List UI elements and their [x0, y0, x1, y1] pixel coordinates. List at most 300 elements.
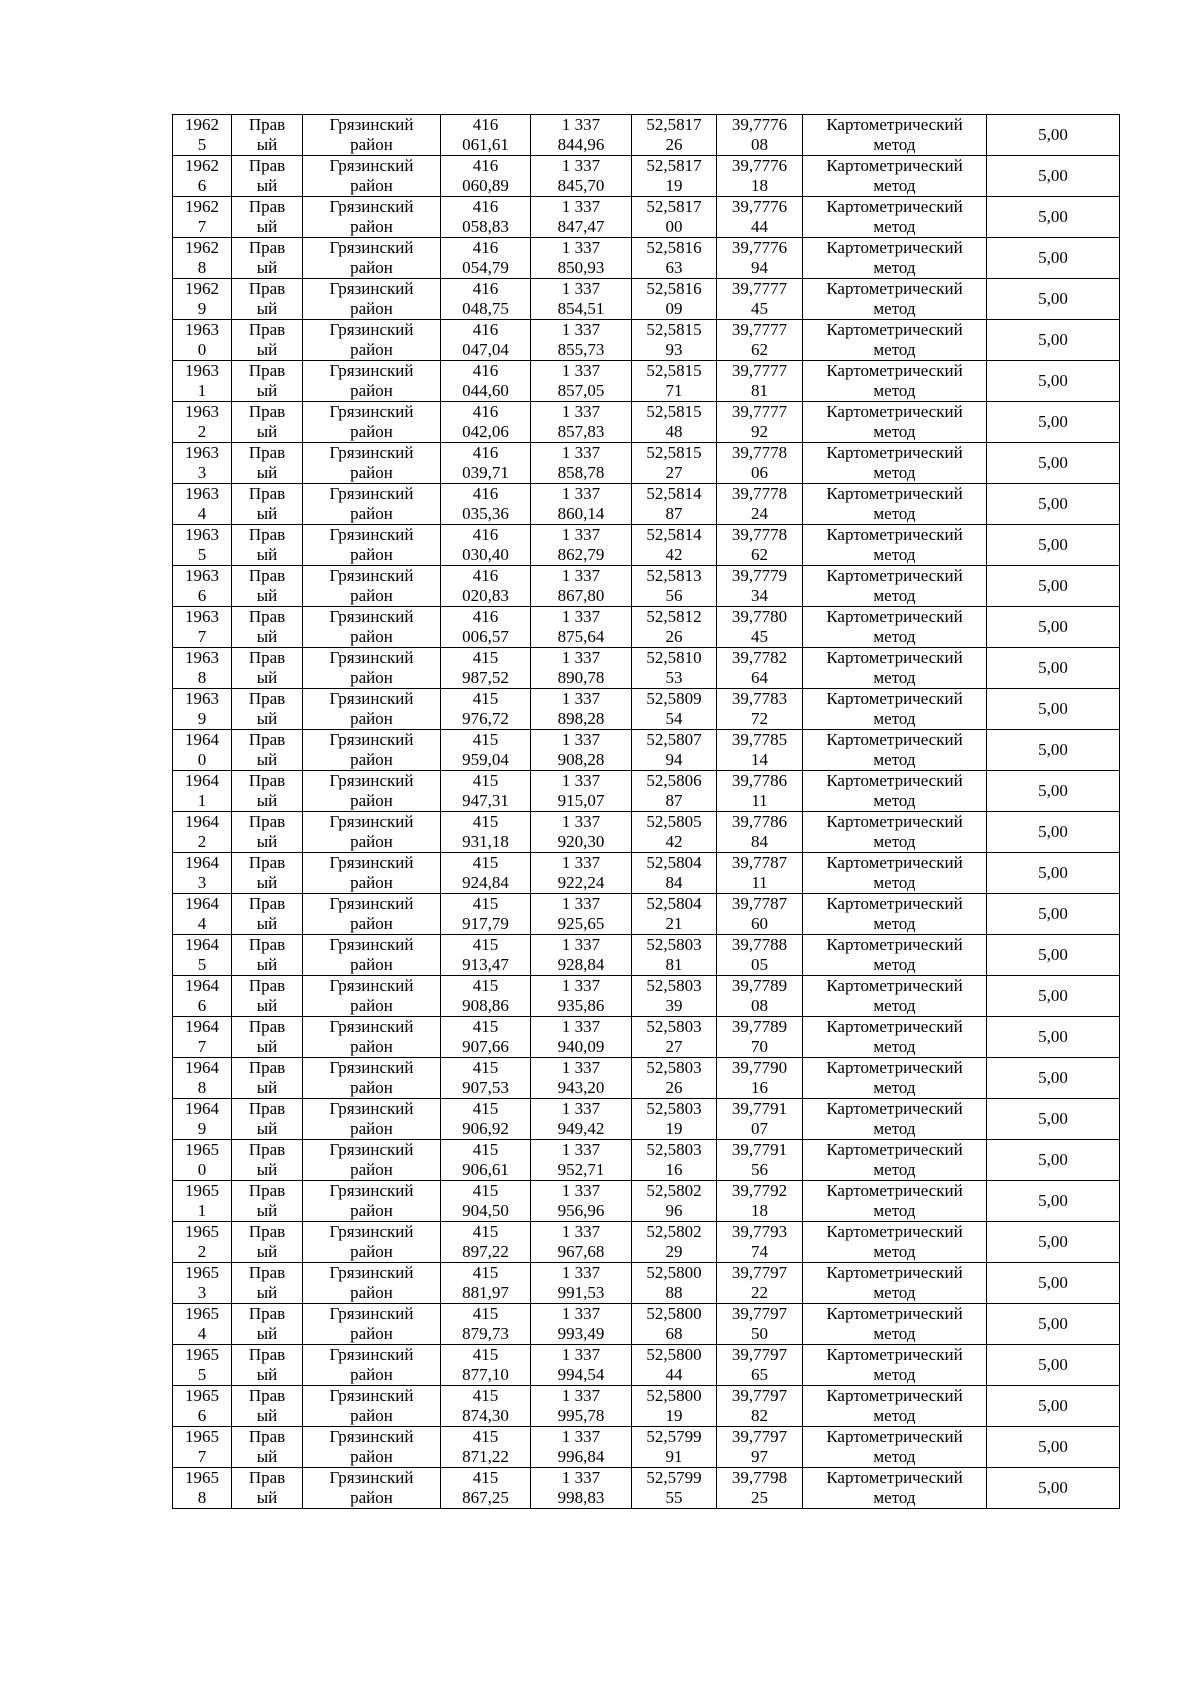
coordinate-y-cell-line: 1 337 [561, 730, 601, 749]
bank-side-cell-line: ый [256, 340, 278, 359]
method-cell [803, 443, 987, 484]
method-cell [803, 525, 987, 566]
coordinate-x-cell [441, 402, 531, 443]
coordinate-x-cell-line: 006,57 [462, 627, 509, 646]
method-cell-line: Картометрический [826, 1345, 963, 1364]
latitude-cell [632, 443, 717, 484]
coordinate-x-cell-line: 877,10 [462, 1365, 509, 1384]
longitude-cell-line: 45 [751, 299, 768, 318]
longitude-cell-line: 39,7797 [731, 1427, 788, 1446]
accuracy-cell: 5,00 [987, 115, 1120, 156]
point-number-cell [173, 1099, 232, 1140]
district-cell-line: Грязинский [329, 1222, 414, 1241]
bank-side-cell-line: Прав [248, 484, 286, 503]
longitude-cell [717, 1386, 803, 1427]
bank-side-cell-line: Прав [248, 1058, 286, 1077]
coordinate-y-cell-line: 991,53 [557, 1283, 605, 1302]
coordinate-y-cell [531, 484, 632, 525]
method-cell-line: Картометрический [826, 689, 963, 708]
table-row [173, 402, 1120, 443]
table-row [173, 1140, 1120, 1181]
longitude-cell [717, 1222, 803, 1263]
district-cell-line: район [350, 627, 393, 646]
district-cell [303, 935, 441, 976]
longitude-cell-line: 39,7776 [731, 197, 788, 216]
coordinate-x-cell-line: 874,30 [462, 1406, 509, 1425]
method-cell [803, 484, 987, 525]
bank-side-cell-line: ый [256, 709, 278, 728]
method-cell-line: метод [873, 545, 916, 564]
district-cell-line: Грязинский [329, 320, 414, 339]
coordinate-y-cell [531, 1468, 632, 1509]
latitude-cell-line: 87 [665, 504, 683, 523]
coordinate-y-cell-line: 857,83 [557, 422, 605, 441]
coordinate-y-cell-line: 858,78 [557, 463, 605, 482]
table-row [173, 812, 1120, 853]
point-number-cell [173, 1222, 232, 1263]
point-number-cell-line: 1 [197, 1201, 207, 1220]
longitude-cell-line: 39,7777 [731, 320, 788, 339]
bank-side-cell-line: Прав [248, 156, 286, 175]
bank-side-cell-line: ый [256, 996, 278, 1015]
longitude-cell-line: 11 [751, 791, 768, 810]
point-number-cell [173, 648, 232, 689]
coordinate-x-cell-line: 416 [472, 320, 499, 339]
district-cell [303, 689, 441, 730]
coordinate-x-cell-line: 415 [472, 1140, 499, 1159]
bank-side-cell-line: Прав [248, 1263, 286, 1282]
bank-side-cell [232, 484, 303, 525]
latitude-cell [632, 525, 717, 566]
district-cell-line: Грязинский [329, 1058, 414, 1077]
district-cell [303, 976, 441, 1017]
coordinate-x-cell [441, 566, 531, 607]
coordinate-y-cell [531, 1140, 632, 1181]
point-number-cell [173, 1468, 232, 1509]
latitude-cell [632, 566, 717, 607]
coordinate-y-cell-line: 1 337 [561, 1304, 601, 1323]
method-cell-line: метод [873, 340, 916, 359]
coordinate-x-cell [441, 361, 531, 402]
coordinate-x-cell [441, 1140, 531, 1181]
latitude-cell-line: 84 [665, 873, 683, 892]
bank-side-cell-line: ый [256, 1488, 278, 1507]
method-cell [803, 853, 987, 894]
coordinate-y-cell-line: 1 337 [561, 1222, 601, 1241]
method-cell-line: метод [873, 627, 916, 646]
coordinate-x-cell-line: 030,40 [462, 545, 509, 564]
method-cell [803, 1427, 987, 1468]
latitude-cell-line: 81 [665, 955, 683, 974]
point-number-cell [173, 1181, 232, 1222]
point-number-cell-line: 7 [197, 217, 207, 236]
coordinate-y-cell [531, 607, 632, 648]
point-number-cell [173, 771, 232, 812]
longitude-cell-line: 11 [751, 873, 768, 892]
bank-side-cell-line: Прав [248, 730, 286, 749]
point-number-cell-line: 1964 [185, 771, 219, 790]
method-cell [803, 1017, 987, 1058]
point-number-cell-line: 1962 [185, 115, 219, 134]
coordinate-y-cell-line: 862,79 [557, 545, 605, 564]
table-row [173, 1468, 1120, 1509]
latitude-cell-line: 68 [665, 1324, 683, 1343]
longitude-cell-line: 39,7797 [731, 1304, 788, 1323]
bank-side-cell-line: ый [256, 832, 278, 851]
coordinate-y-cell-line: 908,28 [557, 750, 605, 769]
point-number-cell-line: 6 [197, 1406, 207, 1425]
bank-side-cell-line: Прав [248, 361, 286, 380]
longitude-cell [717, 1017, 803, 1058]
bank-side-cell [232, 771, 303, 812]
bank-side-cell-line: Прав [248, 1099, 286, 1118]
district-cell-line: район [350, 381, 393, 400]
method-cell-line: Картометрический [826, 1222, 963, 1241]
coordinate-x-cell-line: 415 [472, 1304, 499, 1323]
method-cell-line: метод [873, 1160, 916, 1179]
point-number-cell-line: 8 [197, 668, 207, 687]
latitude-cell [632, 853, 717, 894]
longitude-cell [717, 935, 803, 976]
method-cell-line: Картометрический [826, 648, 963, 667]
coordinate-x-cell-line: 416 [472, 525, 499, 544]
method-cell [803, 1181, 987, 1222]
coordinate-x-cell [441, 197, 531, 238]
method-cell [803, 1263, 987, 1304]
coordinate-x-cell [441, 812, 531, 853]
longitude-cell [717, 1263, 803, 1304]
method-cell [803, 238, 987, 279]
point-number-cell [173, 1263, 232, 1304]
bank-side-cell-line: Прав [248, 935, 286, 954]
method-cell-line: метод [873, 996, 916, 1015]
method-cell-line: метод [873, 463, 916, 482]
latitude-cell-line: 19 [665, 1406, 683, 1425]
coordinate-y-cell-line: 915,07 [557, 791, 605, 810]
accuracy-cell: 5,00 [987, 1222, 1120, 1263]
method-cell-line: Картометрический [826, 1386, 963, 1405]
point-number-cell [173, 1017, 232, 1058]
district-cell-line: район [350, 217, 393, 236]
table-row [173, 607, 1120, 648]
method-cell-line: Картометрический [826, 238, 963, 257]
district-cell [303, 894, 441, 935]
longitude-cell [717, 812, 803, 853]
longitude-cell [717, 730, 803, 771]
point-number-cell-line: 6 [197, 176, 207, 195]
accuracy-cell: 5,00 [987, 1345, 1120, 1386]
district-cell-line: Грязинский [329, 648, 414, 667]
bank-side-cell-line: ый [256, 1160, 278, 1179]
method-cell-line: метод [873, 504, 916, 523]
longitude-cell-line: 82 [751, 1406, 768, 1425]
bank-side-cell [232, 689, 303, 730]
district-cell [303, 320, 441, 361]
district-cell-line: Грязинский [329, 443, 414, 462]
coordinate-y-cell-line: 875,64 [557, 627, 605, 646]
coordinate-y-cell-line: 922,24 [557, 873, 605, 892]
point-number-cell-line: 3 [197, 463, 207, 482]
district-cell-line: район [350, 1447, 393, 1466]
coordinate-y-cell-line: 928,84 [557, 955, 605, 974]
bank-side-cell [232, 320, 303, 361]
point-number-cell-line: 4 [197, 504, 207, 523]
accuracy-cell: 5,00 [987, 156, 1120, 197]
method-cell [803, 812, 987, 853]
point-number-cell-line: 6 [197, 996, 207, 1015]
bank-side-cell-line: Прав [248, 1345, 286, 1364]
district-cell [303, 1140, 441, 1181]
longitude-cell-line: 39,7780 [731, 607, 788, 626]
bank-side-cell [232, 1181, 303, 1222]
longitude-cell-line: 39,7797 [731, 1345, 788, 1364]
coordinate-y-cell [531, 648, 632, 689]
district-cell-line: Грязинский [329, 1263, 414, 1282]
latitude-cell [632, 1058, 717, 1099]
latitude-cell-line: 52,5799 [646, 1427, 702, 1446]
coordinate-y-cell-line: 1 337 [561, 1345, 601, 1364]
latitude-cell-line: 52,5799 [646, 1468, 702, 1487]
latitude-cell [632, 1099, 717, 1140]
point-number-cell-line: 0 [197, 750, 207, 769]
coordinate-x-cell-line: 906,92 [462, 1119, 509, 1138]
district-cell [303, 566, 441, 607]
latitude-cell [632, 894, 717, 935]
accuracy-cell: 5,00 [987, 197, 1120, 238]
point-number-cell-line: 1964 [185, 730, 219, 749]
method-cell [803, 1386, 987, 1427]
latitude-cell-line: 52,5815 [646, 402, 702, 421]
point-number-cell-line: 2 [197, 422, 207, 441]
method-cell [803, 361, 987, 402]
latitude-cell [632, 1017, 717, 1058]
method-cell-line: Картометрический [826, 1263, 963, 1282]
longitude-cell-line: 39,7776 [731, 115, 788, 134]
method-cell-line: Картометрический [826, 1099, 963, 1118]
coordinate-x-cell-line: 897,22 [462, 1242, 509, 1261]
district-cell-line: Грязинский [329, 1017, 414, 1036]
longitude-cell-line: 39,7791 [731, 1099, 788, 1118]
coordinate-y-cell [531, 361, 632, 402]
bank-side-cell-line: Прав [248, 771, 286, 790]
longitude-cell-line: 24 [751, 504, 768, 523]
longitude-cell [717, 1099, 803, 1140]
coordinate-x-cell-line: 976,72 [462, 709, 509, 728]
method-cell [803, 1099, 987, 1140]
district-cell-line: район [350, 750, 393, 769]
point-number-cell-line: 1962 [185, 238, 219, 257]
table-row [173, 238, 1120, 279]
coordinate-x-cell-line: 415 [472, 976, 499, 995]
coordinate-y-cell-line: 1 337 [561, 197, 601, 216]
point-number-cell [173, 730, 232, 771]
coordinate-x-cell [441, 1099, 531, 1140]
longitude-cell-line: 39,7786 [731, 812, 788, 831]
district-cell-line: район [350, 709, 393, 728]
district-cell-line: район [350, 996, 393, 1015]
latitude-cell-line: 19 [665, 176, 683, 195]
longitude-cell [717, 976, 803, 1017]
latitude-cell [632, 1386, 717, 1427]
longitude-cell [717, 320, 803, 361]
coordinate-x-cell-line: 416 [472, 443, 499, 462]
coordinate-y-cell [531, 1181, 632, 1222]
bank-side-cell-line: Прав [248, 566, 286, 585]
bank-side-cell-line: Прав [248, 238, 286, 257]
method-cell [803, 1140, 987, 1181]
longitude-cell-line: 39,7791 [731, 1140, 788, 1159]
method-cell-line: метод [873, 1324, 916, 1343]
bank-side-cell [232, 566, 303, 607]
point-number-cell-line: 1964 [185, 853, 219, 872]
point-number-cell [173, 812, 232, 853]
coordinate-x-cell [441, 1427, 531, 1468]
point-number-cell [173, 1058, 232, 1099]
coordinate-y-cell-line: 1 337 [561, 566, 601, 585]
bank-side-cell [232, 607, 303, 648]
coordinate-x-cell [441, 730, 531, 771]
point-number-cell-line: 7 [197, 1037, 207, 1056]
accuracy-cell: 5,00 [987, 279, 1120, 320]
district-cell-line: Грязинский [329, 730, 414, 749]
coordinate-x-cell-line: 416 [472, 197, 499, 216]
method-cell-line: метод [873, 299, 916, 318]
latitude-cell [632, 976, 717, 1017]
coordinate-x-cell [441, 238, 531, 279]
coordinate-y-cell [531, 566, 632, 607]
longitude-cell-line: 39,7785 [731, 730, 788, 749]
bank-side-cell-line: ый [256, 1201, 278, 1220]
point-number-cell [173, 607, 232, 648]
point-number-cell-line: 1963 [185, 607, 219, 626]
point-number-cell-line: 1964 [185, 1017, 219, 1036]
coordinate-x-cell [441, 1181, 531, 1222]
longitude-cell-line: 84 [751, 832, 768, 851]
district-cell-line: Грязинский [329, 689, 414, 708]
latitude-cell-line: 52,5803 [646, 1017, 702, 1036]
method-cell-line: метод [873, 422, 916, 441]
coordinate-x-cell-line: 048,75 [462, 299, 509, 318]
bank-side-cell-line: Прав [248, 689, 286, 708]
bank-side-cell-line: ый [256, 422, 278, 441]
district-cell-line: Грязинский [329, 279, 414, 298]
district-cell-line: Грязинский [329, 1304, 414, 1323]
bank-side-cell [232, 648, 303, 689]
bank-side-cell-line: ый [256, 1365, 278, 1384]
table-row [173, 1181, 1120, 1222]
bank-side-cell-line: ый [256, 668, 278, 687]
coordinate-y-cell-line: 1 337 [561, 279, 601, 298]
district-cell [303, 443, 441, 484]
method-cell-line: метод [873, 1201, 916, 1220]
coordinate-y-cell [531, 1304, 632, 1345]
method-cell [803, 1058, 987, 1099]
table-row [173, 730, 1120, 771]
point-number-cell [173, 689, 232, 730]
latitude-cell-line: 26 [665, 135, 683, 154]
bank-side-cell-line: ый [256, 1078, 278, 1097]
longitude-cell [717, 156, 803, 197]
bank-side-cell [232, 1468, 303, 1509]
district-cell-line: Грязинский [329, 1345, 414, 1364]
coordinate-x-cell-line: 415 [472, 1181, 499, 1200]
table-row [173, 115, 1120, 156]
latitude-cell-line: 52,5813 [646, 566, 702, 585]
district-cell-line: Грязинский [329, 1386, 414, 1405]
coordinate-x-cell [441, 935, 531, 976]
latitude-cell-line: 52,5800 [646, 1304, 702, 1323]
longitude-cell-line: 72 [751, 709, 768, 728]
longitude-cell [717, 525, 803, 566]
method-cell [803, 648, 987, 689]
method-cell [803, 607, 987, 648]
latitude-cell-line: 52,5807 [646, 730, 702, 749]
longitude-cell-line: 70 [751, 1037, 768, 1056]
coordinate-y-cell [531, 853, 632, 894]
coordinate-y-cell-line: 920,30 [557, 832, 605, 851]
latitude-cell-line: 52,5815 [646, 320, 702, 339]
longitude-cell-line: 39,7778 [731, 484, 788, 503]
bank-side-cell-line: Прав [248, 115, 286, 134]
longitude-cell-line: 39,7790 [731, 1058, 788, 1077]
method-cell [803, 1304, 987, 1345]
bank-side-cell [232, 279, 303, 320]
coordinate-x-cell-line: 904,50 [462, 1201, 509, 1220]
method-cell-line: Картометрический [826, 1427, 963, 1446]
method-cell-line: Картометрический [826, 115, 963, 134]
coordinate-y-cell-line: 1 337 [561, 1263, 601, 1282]
coordinate-x-cell-line: 931,18 [462, 832, 509, 851]
longitude-cell-line: 39,7797 [731, 1263, 788, 1282]
district-cell-line: район [350, 299, 393, 318]
method-cell-line: метод [873, 1242, 916, 1261]
accuracy-cell: 5,00 [987, 648, 1120, 689]
table-row [173, 566, 1120, 607]
district-cell [303, 771, 441, 812]
longitude-cell-line: 39,7788 [731, 935, 788, 954]
point-number-cell [173, 197, 232, 238]
coordinate-y-cell [531, 976, 632, 1017]
method-cell-line: Картометрический [826, 607, 963, 626]
coordinate-y-cell-line: 898,28 [557, 709, 605, 728]
district-cell-line: район [350, 955, 393, 974]
coordinate-y-cell-line: 1 337 [561, 853, 601, 872]
longitude-cell-line: 16 [751, 1078, 768, 1097]
coordinate-x-cell [441, 525, 531, 566]
point-number-cell-line: 1964 [185, 894, 219, 913]
longitude-cell-line: 94 [751, 258, 768, 277]
coordinate-y-cell-line: 956,96 [557, 1201, 605, 1220]
district-cell-line: район [350, 1119, 393, 1138]
coordinate-x-cell-line: 881,97 [462, 1283, 509, 1302]
coordinate-y-cell-line: 995,78 [557, 1406, 605, 1425]
point-number-cell-line: 6 [197, 586, 207, 605]
district-cell [303, 1099, 441, 1140]
latitude-cell [632, 689, 717, 730]
district-cell-line: район [350, 791, 393, 810]
coordinate-x-cell-line: 416 [472, 484, 499, 503]
point-number-cell [173, 525, 232, 566]
coordinate-x-cell-line: 035,36 [462, 504, 509, 523]
latitude-cell [632, 1427, 717, 1468]
district-cell-line: Грязинский [329, 976, 414, 995]
coordinate-y-cell-line: 993,49 [557, 1324, 605, 1343]
latitude-cell-line: 09 [665, 299, 683, 318]
point-number-cell-line: 1964 [185, 935, 219, 954]
latitude-cell-line: 52,5803 [646, 935, 702, 954]
district-cell-line: Грязинский [329, 361, 414, 380]
point-number-cell-line: 1963 [185, 484, 219, 503]
